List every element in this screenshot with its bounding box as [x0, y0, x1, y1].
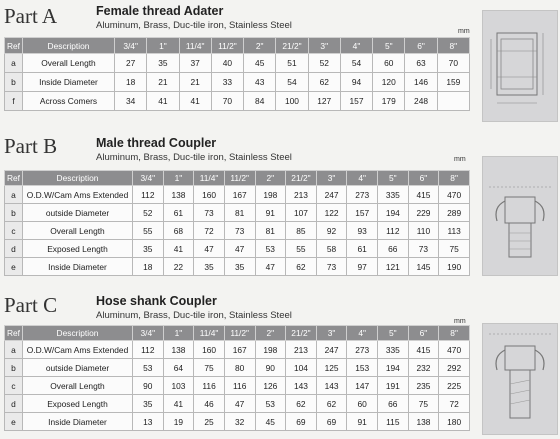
row-value: 51	[276, 54, 308, 73]
row-value: 191	[378, 377, 409, 395]
row-value: 122	[316, 204, 347, 222]
female-adapter-drawing	[482, 10, 558, 122]
part-b-unit: mm	[454, 156, 466, 163]
row-value: 73	[224, 222, 255, 240]
row-value: 35	[194, 258, 225, 276]
size-header: 3/4"	[133, 326, 164, 341]
row-ref: a	[5, 186, 23, 204]
ref-header: Ref	[5, 326, 23, 341]
row-value: 62	[286, 258, 317, 276]
part-c-unit: mm	[454, 318, 466, 325]
row-value: 75	[194, 359, 225, 377]
part-a-label: Part A	[4, 4, 58, 28]
row-value: 143	[316, 377, 347, 395]
part-a-body	[5, 54, 470, 111]
row-description: Inside Diameter	[23, 413, 133, 431]
description-header: Description	[23, 326, 133, 341]
male-coupler-drawing	[482, 156, 558, 276]
size-header: 8"	[439, 326, 470, 341]
row-description: Inside Diameter	[23, 258, 133, 276]
row-value: 62	[286, 395, 317, 413]
row-value: 33	[211, 73, 243, 92]
size-header: 1"	[163, 326, 194, 341]
row-value: 66	[378, 395, 409, 413]
row-value: 159	[437, 73, 469, 92]
row-value: 470	[439, 186, 470, 204]
size-header: 4"	[347, 171, 378, 186]
row-value: 157	[347, 204, 378, 222]
row-value: 35	[147, 54, 179, 73]
table-row	[5, 395, 470, 413]
table-header-row	[5, 171, 470, 186]
size-header: 21/2"	[286, 171, 317, 186]
row-value: 91	[255, 204, 286, 222]
row-value: 13	[133, 413, 164, 431]
size-header: 2"	[255, 326, 286, 341]
row-description: Inside Diameter	[23, 73, 115, 92]
row-value: 53	[133, 359, 164, 377]
part-a-unit: mm	[458, 28, 470, 35]
row-value: 75	[439, 240, 470, 258]
size-header: 3/4"	[115, 38, 147, 54]
row-value: 54	[340, 54, 372, 73]
row-value: 64	[163, 359, 194, 377]
row-value: 167	[224, 341, 255, 359]
row-value: 52	[308, 54, 340, 73]
size-header: 3"	[316, 171, 347, 186]
row-value: 55	[286, 240, 317, 258]
size-header: 3/4"	[133, 171, 164, 186]
row-value: 68	[163, 222, 194, 240]
row-value: 25	[194, 413, 225, 431]
row-value: 21	[147, 73, 179, 92]
row-value: 93	[347, 222, 378, 240]
size-header: 4"	[347, 326, 378, 341]
part-b-body	[5, 186, 470, 276]
row-value: 47	[224, 240, 255, 258]
row-value: 45	[244, 54, 276, 73]
row-ref: b	[5, 204, 23, 222]
row-value: 470	[439, 341, 470, 359]
row-value: 145	[408, 258, 439, 276]
table-row	[5, 73, 470, 92]
row-value: 47	[255, 258, 286, 276]
table-row	[5, 258, 470, 276]
row-value: 66	[378, 240, 409, 258]
row-value: 91	[347, 413, 378, 431]
row-value: 100	[276, 92, 308, 111]
row-ref: a	[5, 341, 23, 359]
part-b-title: Male thread Coupler	[96, 136, 217, 150]
row-value: 70	[437, 54, 469, 73]
row-value: 126	[255, 377, 286, 395]
size-header: 3"	[308, 38, 340, 54]
part-b-label: Part B	[4, 134, 58, 158]
row-value: 19	[163, 413, 194, 431]
table-row	[5, 341, 470, 359]
row-value: 273	[347, 341, 378, 359]
table-row	[5, 413, 470, 431]
row-value: 229	[408, 204, 439, 222]
row-value: 112	[133, 186, 164, 204]
row-value: 335	[378, 341, 409, 359]
row-value: 69	[286, 413, 317, 431]
row-value: 127	[308, 92, 340, 111]
row-value: 40	[211, 54, 243, 73]
row-value: 147	[347, 377, 378, 395]
description-header: Description	[23, 38, 115, 54]
table-row	[5, 204, 470, 222]
row-description: Overall Length	[23, 377, 133, 395]
row-value: 110	[408, 222, 439, 240]
row-value: 143	[286, 377, 317, 395]
row-value: 81	[224, 204, 255, 222]
row-value: 225	[439, 377, 470, 395]
row-value: 37	[179, 54, 211, 73]
part-c-subtitle: Aluminum, Brass, Duc-tile iron, Stainless Steel	[96, 310, 292, 321]
row-value	[437, 92, 469, 111]
row-description: Exposed Length	[23, 395, 133, 413]
row-value: 160	[194, 186, 225, 204]
row-value: 160	[194, 341, 225, 359]
row-value: 247	[316, 186, 347, 204]
row-ref: c	[5, 377, 23, 395]
ref-header: Ref	[5, 38, 23, 54]
row-value: 116	[194, 377, 225, 395]
size-header: 2"	[244, 38, 276, 54]
row-value: 47	[224, 395, 255, 413]
row-value: 61	[347, 240, 378, 258]
row-description: Across Comers	[23, 92, 115, 111]
table-row	[5, 54, 470, 73]
row-description: O.D.W/Cam Ams Extended	[23, 186, 133, 204]
row-description: O.D.W/Cam Ams Extended	[23, 341, 133, 359]
row-value: 35	[224, 258, 255, 276]
row-description: outside Diameter	[23, 359, 133, 377]
row-value: 53	[255, 395, 286, 413]
row-value: 75	[408, 395, 439, 413]
part-a-subtitle: Aluminum, Brass, Duc-tile iron, Stainless Steel	[96, 20, 292, 31]
row-value: 113	[439, 222, 470, 240]
size-header: 11/4"	[194, 326, 225, 341]
part-c-body	[5, 341, 470, 431]
row-value: 180	[439, 413, 470, 431]
row-value: 54	[276, 73, 308, 92]
table-row	[5, 377, 470, 395]
row-value: 115	[378, 413, 409, 431]
size-header: 11/2"	[224, 326, 255, 341]
row-value: 292	[439, 359, 470, 377]
row-value: 335	[378, 186, 409, 204]
row-value: 35	[133, 395, 164, 413]
size-header: 6"	[408, 171, 439, 186]
row-description: Overall Length	[23, 222, 133, 240]
row-value: 121	[378, 258, 409, 276]
row-ref: e	[5, 258, 23, 276]
ref-header: Ref	[5, 171, 23, 186]
row-value: 415	[408, 341, 439, 359]
row-value: 73	[316, 258, 347, 276]
row-ref: d	[5, 395, 23, 413]
table-row	[5, 222, 470, 240]
size-header: 3"	[316, 326, 347, 341]
size-header: 6"	[408, 326, 439, 341]
row-value: 69	[316, 413, 347, 431]
size-header: 5"	[378, 326, 409, 341]
row-value: 47	[194, 240, 225, 258]
row-ref: f	[5, 92, 23, 111]
row-value: 153	[347, 359, 378, 377]
row-value: 138	[408, 413, 439, 431]
row-value: 273	[347, 186, 378, 204]
table-header-row	[5, 38, 470, 54]
row-value: 84	[244, 92, 276, 111]
row-value: 179	[373, 92, 405, 111]
row-description: Exposed Length	[23, 240, 133, 258]
row-value: 41	[179, 92, 211, 111]
row-ref: e	[5, 413, 23, 431]
row-value: 21	[179, 73, 211, 92]
row-value: 45	[255, 413, 286, 431]
hose-shank-coupler-drawing	[482, 323, 558, 435]
size-header: 5"	[373, 38, 405, 54]
row-value: 125	[316, 359, 347, 377]
row-value: 90	[255, 359, 286, 377]
description-header: Description	[23, 171, 133, 186]
row-value: 92	[316, 222, 347, 240]
row-value: 46	[194, 395, 225, 413]
row-value: 248	[405, 92, 437, 111]
row-value: 138	[163, 341, 194, 359]
row-value: 415	[408, 186, 439, 204]
row-value: 70	[211, 92, 243, 111]
row-value: 120	[373, 73, 405, 92]
row-value: 43	[244, 73, 276, 92]
row-value: 190	[439, 258, 470, 276]
row-value: 112	[133, 341, 164, 359]
row-value: 60	[373, 54, 405, 73]
row-value: 167	[224, 186, 255, 204]
row-value: 97	[347, 258, 378, 276]
row-value: 60	[347, 395, 378, 413]
row-ref: d	[5, 240, 23, 258]
row-value: 72	[194, 222, 225, 240]
row-value: 146	[405, 73, 437, 92]
size-header: 11/2"	[211, 38, 243, 54]
row-ref: b	[5, 73, 23, 92]
part-a-title: Female thread Adater	[96, 4, 224, 18]
size-header: 4"	[340, 38, 372, 54]
row-value: 22	[163, 258, 194, 276]
part-a-table	[4, 37, 470, 111]
row-value: 81	[255, 222, 286, 240]
row-description: Overall Length	[23, 54, 115, 73]
row-value: 194	[378, 359, 409, 377]
row-value: 247	[316, 341, 347, 359]
row-value: 94	[340, 73, 372, 92]
row-value: 194	[378, 204, 409, 222]
size-header: 8"	[437, 38, 469, 54]
row-value: 58	[316, 240, 347, 258]
row-ref: b	[5, 359, 23, 377]
row-value: 116	[224, 377, 255, 395]
part-c-table	[4, 325, 470, 431]
part-b-table	[4, 170, 470, 276]
size-header: 1"	[147, 38, 179, 54]
row-value: 72	[439, 395, 470, 413]
row-value: 63	[405, 54, 437, 73]
row-value: 213	[286, 341, 317, 359]
row-value: 52	[133, 204, 164, 222]
row-value: 104	[286, 359, 317, 377]
row-value: 62	[308, 73, 340, 92]
size-header: 21/2"	[276, 38, 308, 54]
row-value: 107	[286, 204, 317, 222]
row-value: 53	[255, 240, 286, 258]
row-value: 32	[224, 413, 255, 431]
size-header: 8"	[439, 171, 470, 186]
part-b-subtitle: Aluminum, Brass, Duc-tile iron, Stainless Steel	[96, 152, 292, 163]
row-value: 41	[163, 240, 194, 258]
row-value: 18	[115, 73, 147, 92]
table-row	[5, 240, 470, 258]
row-value: 62	[316, 395, 347, 413]
row-value: 18	[133, 258, 164, 276]
row-value: 35	[133, 240, 164, 258]
row-ref: c	[5, 222, 23, 240]
row-value: 289	[439, 204, 470, 222]
row-value: 232	[408, 359, 439, 377]
row-value: 80	[224, 359, 255, 377]
row-value: 85	[286, 222, 317, 240]
row-value: 73	[194, 204, 225, 222]
row-value: 55	[133, 222, 164, 240]
size-header: 21/2"	[286, 326, 317, 341]
row-value: 198	[255, 341, 286, 359]
table-header-row	[5, 326, 470, 341]
size-header: 2"	[255, 171, 286, 186]
table-row	[5, 359, 470, 377]
row-ref: a	[5, 54, 23, 73]
size-header: 1"	[163, 171, 194, 186]
row-value: 90	[133, 377, 164, 395]
row-value: 213	[286, 186, 317, 204]
table-row	[5, 186, 470, 204]
row-value: 103	[163, 377, 194, 395]
size-header: 5"	[378, 171, 409, 186]
part-c-label: Part C	[4, 293, 58, 317]
part-c-title: Hose shank Coupler	[96, 294, 217, 308]
row-value: 27	[115, 54, 147, 73]
row-value: 41	[163, 395, 194, 413]
size-header: 6"	[405, 38, 437, 54]
row-value: 61	[163, 204, 194, 222]
row-value: 138	[163, 186, 194, 204]
row-value: 157	[340, 92, 372, 111]
row-value: 73	[408, 240, 439, 258]
row-description: outside Diameter	[23, 204, 133, 222]
table-row	[5, 92, 470, 111]
size-header: 11/2"	[224, 171, 255, 186]
row-value: 41	[147, 92, 179, 111]
row-value: 112	[378, 222, 409, 240]
row-value: 235	[408, 377, 439, 395]
row-value: 198	[255, 186, 286, 204]
row-value: 34	[115, 92, 147, 111]
size-header: 11/4"	[194, 171, 225, 186]
size-header: 11/4"	[179, 38, 211, 54]
